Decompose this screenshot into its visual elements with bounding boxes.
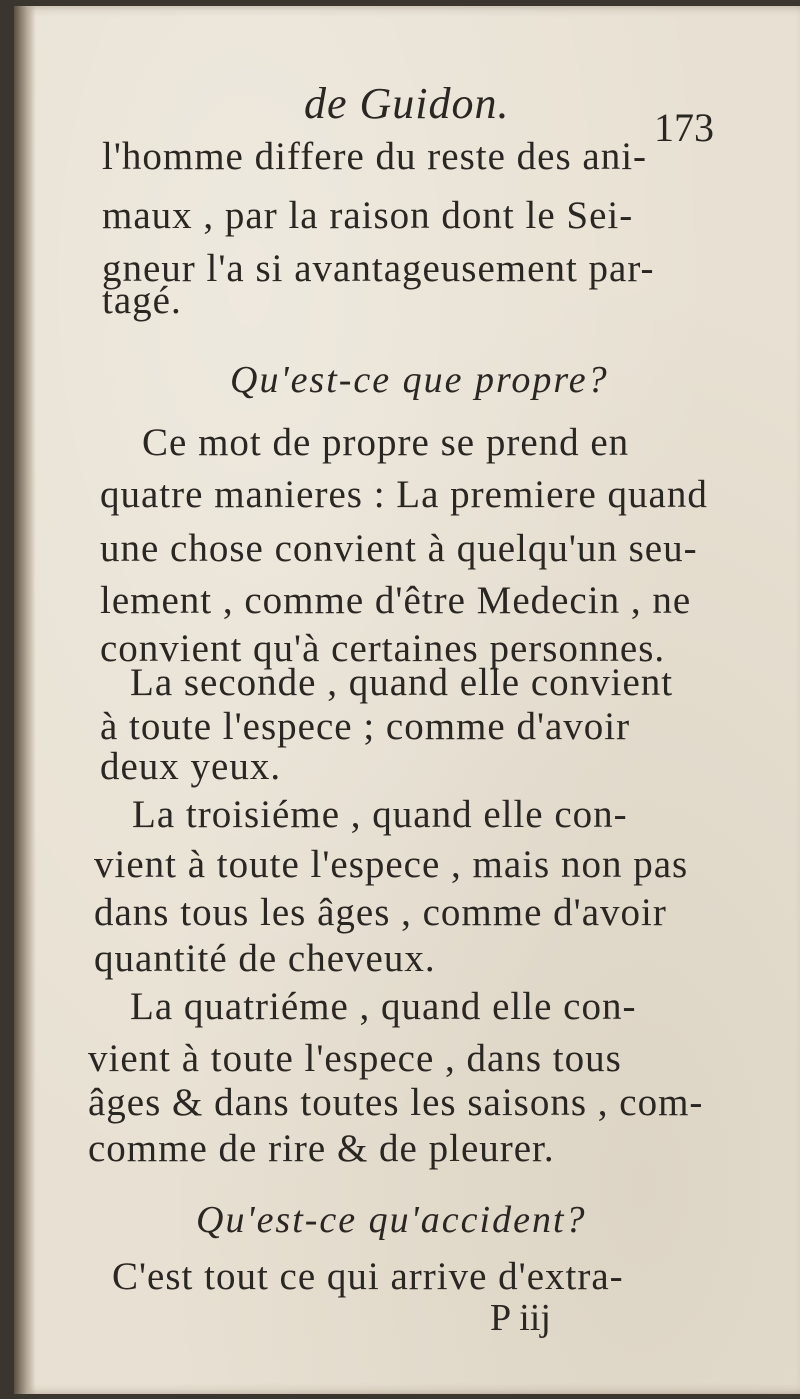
text-line: une chose convient à quelqu'un seu-	[100, 527, 698, 570]
text-line: âges & dans toutes les saisons , com-	[88, 1081, 704, 1124]
text-line: vient à toute l'espece , dans tous	[88, 1037, 622, 1080]
text-line: dans tous les âges , comme d'avoir	[94, 891, 667, 934]
text-line: l'homme differe du reste des ani-	[102, 135, 648, 178]
text-line: gneur l'a si avantageusement par-	[102, 247, 655, 290]
text-line: quatre manieres : La premiere quand	[100, 473, 708, 516]
text-line: vient à toute l'espece , mais non pas	[94, 843, 689, 886]
text-line: La quatriéme , quand elle con-	[130, 985, 637, 1028]
book-page	[14, 6, 800, 1394]
text-line: tagé.	[102, 279, 182, 322]
running-head: de Guidon.	[304, 79, 510, 128]
text-line: lement , comme d'être Medecin , ne	[100, 579, 692, 622]
text-line: quantité de cheveux.	[94, 937, 436, 980]
text-line: La troisiéme , quand elle con-	[132, 793, 628, 836]
page-spine-shadow	[14, 6, 36, 1394]
text-line: à toute l'espece ; comme d'avoir	[100, 705, 631, 748]
text-line: Ce mot de propre se prend en	[142, 421, 630, 464]
text-line: La seconde , quand elle convient	[130, 661, 674, 704]
text-line: C'est tout ce qui arrive d'extra-	[112, 1255, 624, 1298]
signature-mark: P iij	[490, 1297, 551, 1339]
page-number: 173	[654, 105, 714, 150]
section-heading: Qu'est-ce que propre?	[230, 359, 609, 401]
text-line: deux yeux.	[100, 745, 282, 788]
text-line: convient qu'à certaines personnes.	[100, 627, 666, 670]
text-line: maux , par la raison dont le Sei-	[102, 194, 634, 237]
section-heading: Qu'est-ce qu'accident?	[196, 1199, 587, 1241]
text-line: comme de rire & de pleurer.	[88, 1127, 555, 1170]
